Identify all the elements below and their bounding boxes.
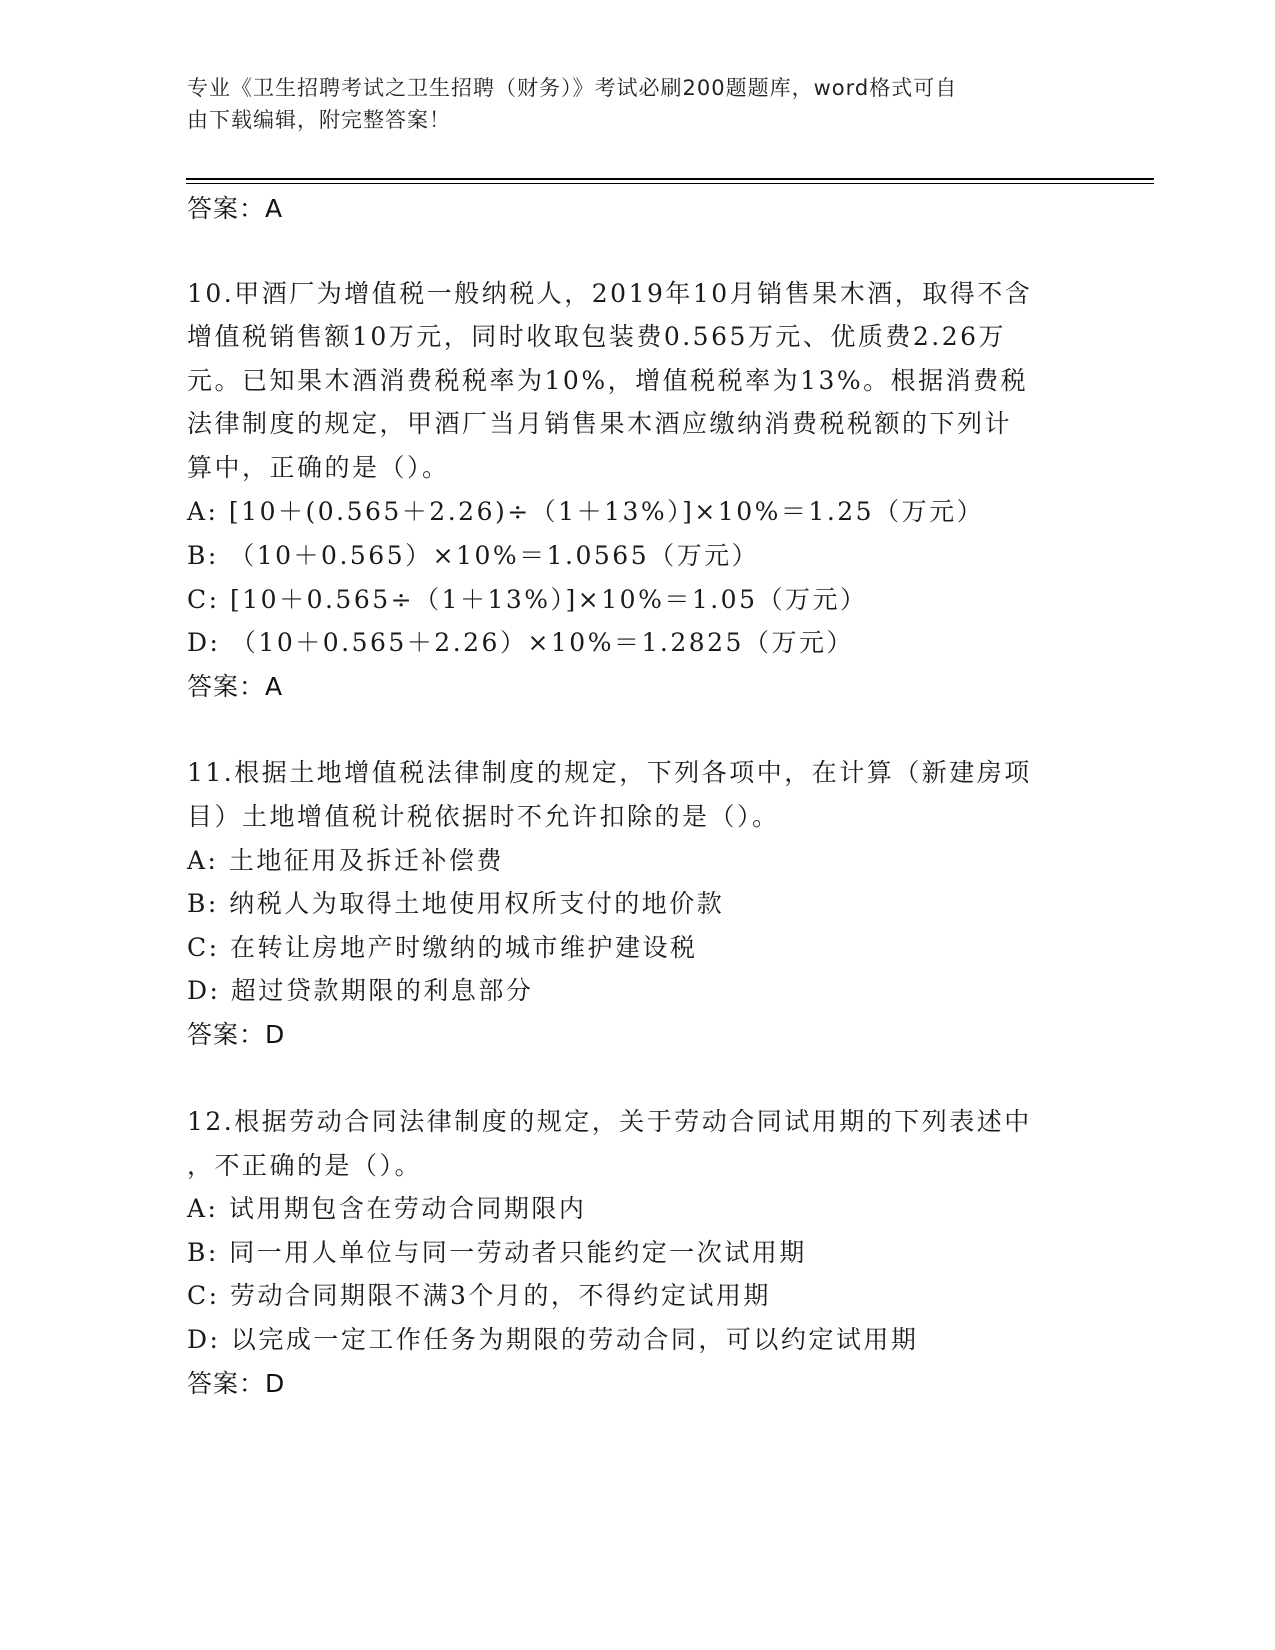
question-12-line-1: 12.根据劳动合同法律制度的规定，关于劳动合同试用期的下列表述中 [187,1107,1032,1136]
question-11-line-1: 11.根据土地增值税法律制度的规定，下列各项中，在计算（新建房项 [187,758,1032,787]
question-12-line-2: ，不正确的是（）。 [187,1151,423,1180]
header-line-1: 专业《卫生招聘考试之卫生招聘（财务）》考试必刷200题题库，word格式可自 [187,76,958,100]
question-12-answer: 答案：D [187,1369,286,1398]
question-11-option-b: B: 纳税人为取得土地使用权所支付的地价款 [187,889,725,918]
question-10-option-d: D: （10＋0.565＋2.26）×10%＝1.2825（万元） [187,628,854,657]
question-11-option-c: C: 在转让房地产时缴纳的城市维护建设税 [187,933,698,962]
previous-answer: 答案：A [187,194,284,223]
question-10-line-2: 增值税销售额10万元，同时收取包装费0.565万元、优质费2.26万 [187,322,1007,351]
header-rule-thick [186,178,1154,180]
question-10-option-b: B: （10＋0.565）×10%＝1.0565（万元） [187,541,760,570]
question-10-option-a: A: [10＋(0.565＋2.26)÷（1＋13%）]×10%＝1.25（万元） [187,497,985,526]
question-11-line-2: 目）土地增值税计税依据时不允许扣除的是（）。 [187,802,780,831]
question-10-option-c: C: [10＋0.565÷（1＋13%）]×10%＝1.05（万元） [187,585,868,614]
question-11-option-a: A: 土地征用及拆迁补偿费 [187,846,504,875]
page-header [187,72,1087,136]
question-10-line-3: 元。已知果木酒消费税税率为10%，增值税税率为13%。根据消费税 [187,366,1029,395]
question-10-line-1: 10.甲酒厂为增值税一般纳税人，2019年10月销售果木酒，取得不含 [187,279,1033,308]
question-12-option-c: C: 劳动合同期限不满3个月的，不得约定试用期 [187,1281,771,1310]
question-12-option-b: B: 同一用人单位与同一劳动者只能约定一次试用期 [187,1238,807,1267]
question-11-option-d: D: 超过贷款期限的利息部分 [187,976,534,1005]
question-12-option-a: A: 试用期包含在劳动合同期限内 [187,1194,587,1223]
header-rule-thin [186,183,1154,184]
question-12-option-d: D: 以完成一定工作任务为期限的劳动合同，可以约定试用期 [187,1325,919,1354]
question-10-line-5: 算中，正确的是（）。 [187,453,450,482]
question-10-line-4: 法律制度的规定，甲酒厂当月销售果木酒应缴纳消费税税额的下列计 [187,409,1013,438]
header-line-2: 由下载编辑，附完整答案！ [187,108,451,132]
question-10-answer: 答案：A [187,672,284,701]
question-11-answer: 答案：D [187,1020,286,1049]
